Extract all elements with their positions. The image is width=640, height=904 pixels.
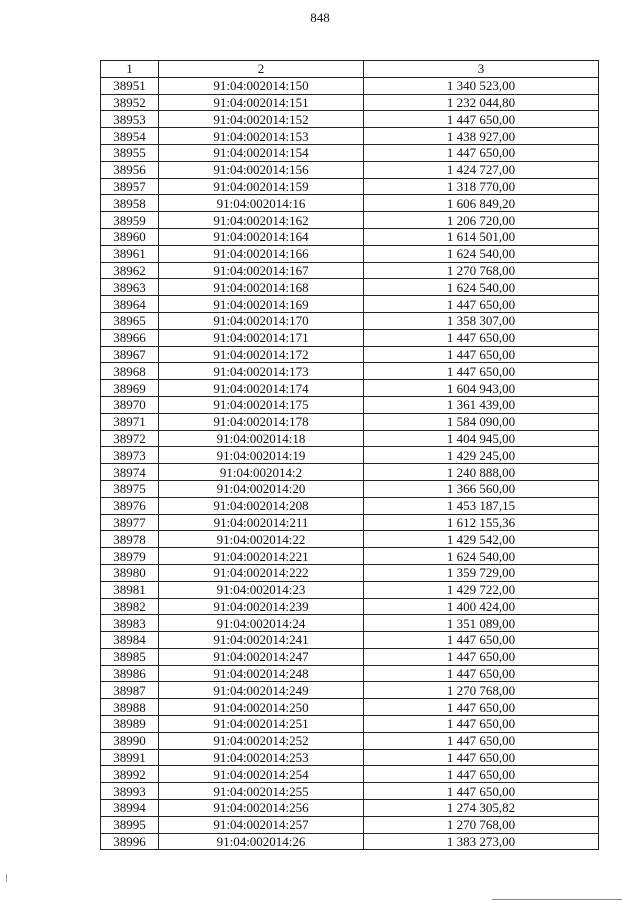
table-row <box>101 380 599 397</box>
cadastral-number-cell: 91:04:002014:152 <box>159 111 364 128</box>
cadastral-number-cell: 91:04:002014:248 <box>159 665 364 682</box>
value-cell: 1 206 720,00 <box>364 212 599 229</box>
value-cell: 1 429 245,00 <box>364 447 599 464</box>
table-row <box>101 262 599 279</box>
cadastral-number-cell: 91:04:002014:208 <box>159 497 364 514</box>
table-row <box>101 329 599 346</box>
table-row <box>101 161 599 178</box>
cadastral-number-cell: 91:04:002014:251 <box>159 716 364 733</box>
footer-rule <box>492 899 622 900</box>
value-cell: 1 318 770,00 <box>364 178 599 195</box>
value-cell: 1 447 650,00 <box>364 732 599 749</box>
row-number-cell: 38955 <box>101 144 159 161</box>
table-row <box>101 598 599 615</box>
table-row <box>101 648 599 665</box>
table-row <box>101 783 599 800</box>
table-row <box>101 464 599 481</box>
row-number-cell: 38992 <box>101 766 159 783</box>
cadastral-number-cell: 91:04:002014:247 <box>159 648 364 665</box>
table-row <box>101 94 599 111</box>
table-row <box>101 111 599 128</box>
value-cell: 1 240 888,00 <box>364 464 599 481</box>
table-row <box>101 497 599 514</box>
value-cell: 1 447 650,00 <box>364 144 599 161</box>
cadastral-number-cell: 91:04:002014:172 <box>159 346 364 363</box>
value-cell: 1 606 849,20 <box>364 195 599 212</box>
cadastral-number-cell: 91:04:002014:23 <box>159 581 364 598</box>
cadastral-number-cell: 91:04:002014:153 <box>159 128 364 145</box>
row-number-cell: 38966 <box>101 329 159 346</box>
row-number-cell: 38982 <box>101 598 159 615</box>
row-number-cell: 38984 <box>101 632 159 649</box>
row-number-cell: 38952 <box>101 94 159 111</box>
value-cell: 1 274 305,82 <box>364 800 599 817</box>
row-number-cell: 38994 <box>101 800 159 817</box>
table-row <box>101 228 599 245</box>
margin-mark <box>6 874 7 882</box>
row-number-cell: 38959 <box>101 212 159 229</box>
cadastral-number-cell: 91:04:002014:169 <box>159 296 364 313</box>
row-number-cell: 38970 <box>101 396 159 413</box>
row-number-cell: 38971 <box>101 413 159 430</box>
row-number-cell: 38988 <box>101 699 159 716</box>
table-row <box>101 480 599 497</box>
value-cell: 1 447 650,00 <box>364 716 599 733</box>
cadastral-number-cell: 91:04:002014:222 <box>159 564 364 581</box>
table-row <box>101 548 599 565</box>
row-number-cell: 38957 <box>101 178 159 195</box>
row-number-cell: 38987 <box>101 682 159 699</box>
row-number-cell: 38983 <box>101 615 159 632</box>
row-number-cell: 38956 <box>101 161 159 178</box>
cadastral-number-cell: 91:04:002014:159 <box>159 178 364 195</box>
cadastral-number-cell: 91:04:002014:253 <box>159 749 364 766</box>
row-number-cell: 38951 <box>101 77 159 94</box>
cadastral-number-cell: 91:04:002014:254 <box>159 766 364 783</box>
cadastral-number-cell: 91:04:002014:162 <box>159 212 364 229</box>
row-number-cell: 38986 <box>101 665 159 682</box>
table-row <box>101 144 599 161</box>
row-number-cell: 38973 <box>101 447 159 464</box>
cadastral-number-cell: 91:04:002014:221 <box>159 548 364 565</box>
cadastral-number-cell: 91:04:002014:166 <box>159 245 364 262</box>
cadastral-number-cell: 91:04:002014:22 <box>159 531 364 548</box>
cadastral-number-cell: 91:04:002014:171 <box>159 329 364 346</box>
cadastral-number-cell: 91:04:002014:150 <box>159 77 364 94</box>
table-row <box>101 682 599 699</box>
table-row <box>101 766 599 783</box>
cadastral-number-cell: 91:04:002014:16 <box>159 195 364 212</box>
table-row <box>101 77 599 94</box>
row-number-cell: 38981 <box>101 581 159 598</box>
row-number-cell: 38980 <box>101 564 159 581</box>
table-row <box>101 514 599 531</box>
row-number-cell: 38969 <box>101 380 159 397</box>
table-row <box>101 665 599 682</box>
row-number-cell: 38968 <box>101 363 159 380</box>
table-row <box>101 615 599 632</box>
cadastral-number-cell: 91:04:002014:256 <box>159 800 364 817</box>
value-cell: 1 340 523,00 <box>364 77 599 94</box>
cadastral-number-cell: 91:04:002014:19 <box>159 447 364 464</box>
column-header-1: 1 <box>101 61 159 78</box>
value-cell: 1 361 439,00 <box>364 396 599 413</box>
table-row <box>101 430 599 447</box>
row-number-cell: 38985 <box>101 648 159 665</box>
value-cell: 1 447 650,00 <box>364 766 599 783</box>
table-row <box>101 749 599 766</box>
value-cell: 1 404 945,00 <box>364 430 599 447</box>
cadastral-number-cell: 91:04:002014:250 <box>159 699 364 716</box>
value-cell: 1 424 727,00 <box>364 161 599 178</box>
row-number-cell: 38979 <box>101 548 159 565</box>
value-cell: 1 453 187,15 <box>364 497 599 514</box>
value-cell: 1 624 540,00 <box>364 245 599 262</box>
table-row <box>101 212 599 229</box>
row-number-cell: 38990 <box>101 732 159 749</box>
value-cell: 1 366 560,00 <box>364 480 599 497</box>
cadastral-number-cell: 91:04:002014:156 <box>159 161 364 178</box>
table-row <box>101 128 599 145</box>
table-row <box>101 816 599 833</box>
value-cell: 1 624 540,00 <box>364 279 599 296</box>
value-cell: 1 447 650,00 <box>364 363 599 380</box>
row-number-cell: 38977 <box>101 514 159 531</box>
row-number-cell: 38978 <box>101 531 159 548</box>
table-row <box>101 312 599 329</box>
row-number-cell: 38961 <box>101 245 159 262</box>
cadastral-number-cell: 91:04:002014:174 <box>159 380 364 397</box>
table-row <box>101 245 599 262</box>
table-row <box>101 296 599 313</box>
value-cell: 1 447 650,00 <box>364 346 599 363</box>
value-cell: 1 429 722,00 <box>364 581 599 598</box>
table-row <box>101 279 599 296</box>
table-row <box>101 363 599 380</box>
value-cell: 1 270 768,00 <box>364 816 599 833</box>
value-cell: 1 270 768,00 <box>364 262 599 279</box>
value-cell: 1 447 650,00 <box>364 783 599 800</box>
cadastral-number-cell: 91:04:002014:2 <box>159 464 364 481</box>
value-cell: 1 624 540,00 <box>364 548 599 565</box>
table-row <box>101 833 599 850</box>
cadastral-number-cell: 91:04:002014:252 <box>159 732 364 749</box>
cadastral-number-cell: 91:04:002014:249 <box>159 682 364 699</box>
row-number-cell: 38974 <box>101 464 159 481</box>
row-number-cell: 38995 <box>101 816 159 833</box>
row-number-cell: 38954 <box>101 128 159 145</box>
value-cell: 1 383 273,00 <box>364 833 599 850</box>
value-cell: 1 447 650,00 <box>364 296 599 313</box>
value-cell: 1 232 044,80 <box>364 94 599 111</box>
row-number-cell: 38996 <box>101 833 159 850</box>
table-row <box>101 346 599 363</box>
row-number-cell: 38967 <box>101 346 159 363</box>
cadastral-number-cell: 91:04:002014:170 <box>159 312 364 329</box>
table-row <box>101 581 599 598</box>
row-number-cell: 38953 <box>101 111 159 128</box>
value-cell: 1 270 768,00 <box>364 682 599 699</box>
value-cell: 1 447 650,00 <box>364 111 599 128</box>
cadastral-number-cell: 91:04:002014:178 <box>159 413 364 430</box>
table-row <box>101 447 599 464</box>
value-cell: 1 612 155,36 <box>364 514 599 531</box>
cadastral-number-cell: 91:04:002014:241 <box>159 632 364 649</box>
table-row <box>101 800 599 817</box>
value-cell: 1 429 542,00 <box>364 531 599 548</box>
table-body <box>101 77 599 850</box>
value-cell: 1 584 090,00 <box>364 413 599 430</box>
row-number-cell: 38965 <box>101 312 159 329</box>
row-number-cell: 38960 <box>101 228 159 245</box>
cadastral-number-cell: 91:04:002014:151 <box>159 94 364 111</box>
registry-table <box>100 60 599 850</box>
value-cell: 1 358 307,00 <box>364 312 599 329</box>
row-number-cell: 38993 <box>101 783 159 800</box>
value-cell: 1 400 424,00 <box>364 598 599 615</box>
value-cell: 1 447 650,00 <box>364 648 599 665</box>
row-number-cell: 38962 <box>101 262 159 279</box>
table-row <box>101 716 599 733</box>
value-cell: 1 359 729,00 <box>364 564 599 581</box>
table-row <box>101 732 599 749</box>
cadastral-number-cell: 91:04:002014:255 <box>159 783 364 800</box>
cadastral-number-cell: 91:04:002014:168 <box>159 279 364 296</box>
row-number-cell: 38964 <box>101 296 159 313</box>
value-cell: 1 447 650,00 <box>364 632 599 649</box>
table-row <box>101 564 599 581</box>
page-number: 848 <box>310 10 330 25</box>
cadastral-number-cell: 91:04:002014:18 <box>159 430 364 447</box>
row-number-cell: 38963 <box>101 279 159 296</box>
table-row <box>101 531 599 548</box>
value-cell: 1 447 650,00 <box>364 665 599 682</box>
value-cell: 1 351 089,00 <box>364 615 599 632</box>
cadastral-number-cell: 91:04:002014:26 <box>159 833 364 850</box>
row-number-cell: 38972 <box>101 430 159 447</box>
column-header-2: 2 <box>159 61 364 78</box>
value-cell: 1 447 650,00 <box>364 749 599 766</box>
cadastral-number-cell: 91:04:002014:164 <box>159 228 364 245</box>
header-row <box>101 61 599 78</box>
cadastral-number-cell: 91:04:002014:175 <box>159 396 364 413</box>
cadastral-number-cell: 91:04:002014:211 <box>159 514 364 531</box>
cadastral-number-cell: 91:04:002014:239 <box>159 598 364 615</box>
value-cell: 1 447 650,00 <box>364 699 599 716</box>
row-number-cell: 38976 <box>101 497 159 514</box>
value-cell: 1 604 943,00 <box>364 380 599 397</box>
table-row <box>101 632 599 649</box>
table-row <box>101 195 599 212</box>
row-number-cell: 38975 <box>101 480 159 497</box>
value-cell: 1 614 501,00 <box>364 228 599 245</box>
cadastral-number-cell: 91:04:002014:154 <box>159 144 364 161</box>
cadastral-number-cell: 91:04:002014:257 <box>159 816 364 833</box>
row-number-cell: 38989 <box>101 716 159 733</box>
table-row <box>101 178 599 195</box>
table-row <box>101 699 599 716</box>
cadastral-number-cell: 91:04:002014:20 <box>159 480 364 497</box>
table-row <box>101 413 599 430</box>
cadastral-number-cell: 91:04:002014:167 <box>159 262 364 279</box>
cadastral-number-cell: 91:04:002014:173 <box>159 363 364 380</box>
value-cell: 1 447 650,00 <box>364 329 599 346</box>
cadastral-number-cell: 91:04:002014:24 <box>159 615 364 632</box>
column-header-3: 3 <box>364 61 599 78</box>
row-number-cell: 38991 <box>101 749 159 766</box>
row-number-cell: 38958 <box>101 195 159 212</box>
table-row <box>101 396 599 413</box>
value-cell: 1 438 927,00 <box>364 128 599 145</box>
